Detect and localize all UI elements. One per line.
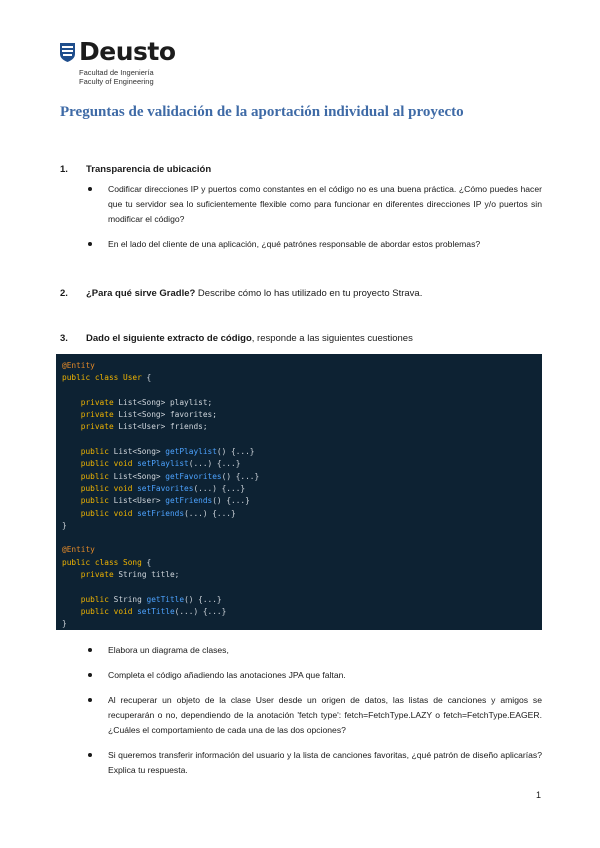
list-item xyxy=(86,182,542,227)
list-item xyxy=(86,748,542,778)
code-line xyxy=(62,421,542,433)
code-token: getTitle xyxy=(146,594,185,604)
section-3-bullets xyxy=(86,643,542,778)
section-title-rest: , responde a las siguientes cuestiones xyxy=(251,333,413,344)
code-token: List<Song> xyxy=(113,447,166,457)
code-line xyxy=(62,606,542,618)
section-number: 2. xyxy=(60,288,68,299)
code-token: (...) {...} xyxy=(174,606,227,616)
code-token: String xyxy=(113,594,147,604)
bullet-text: Codificar direcciones IP y puertos como constantes en el código no es una buena práctica. ¿Cómo puedes hacer que tu servidor sea lo suficientemente flexible como para funcionar en diferentes direcciones IP y/o puertos sin modificar el código? xyxy=(108,184,542,224)
code-line xyxy=(62,508,542,520)
code-token: List<User> friends; xyxy=(118,422,208,432)
code-token: private xyxy=(62,422,119,432)
bullet-icon xyxy=(88,187,92,191)
section-title-rest: Describe cómo lo has utilizado en tu proyecto Strava. xyxy=(195,288,423,299)
code-line xyxy=(62,372,542,384)
code-line xyxy=(62,360,542,372)
code-line xyxy=(62,594,542,606)
code-token: public xyxy=(62,496,114,506)
code-line xyxy=(62,446,542,458)
code-token: (...) {...} xyxy=(193,483,246,493)
code-token: public class xyxy=(62,373,124,383)
code-line xyxy=(62,409,542,421)
section-number: 1. xyxy=(60,164,68,175)
code-token: setFriends xyxy=(137,508,185,518)
code-line xyxy=(62,532,542,544)
list-item xyxy=(86,668,542,683)
code-token: private xyxy=(62,570,119,580)
bullet-text: En el lado del cliente de una aplicación, ¿qué patrónes responsable de abordar estos problemas? xyxy=(108,239,481,249)
section-title-bold: Dado el siguiente extracto de código xyxy=(86,333,252,344)
code-token: String title; xyxy=(118,570,180,580)
bullet-icon xyxy=(88,648,92,652)
code-token: () {...} xyxy=(221,471,260,481)
code-token: User xyxy=(123,373,142,383)
code-token: @Entity xyxy=(62,361,95,370)
code-token: public void xyxy=(62,508,138,518)
code-token: (...) {...} xyxy=(184,508,236,518)
bullet-icon xyxy=(88,673,92,677)
section-title xyxy=(86,333,413,344)
code-line xyxy=(62,458,542,470)
brand-name: Deusto xyxy=(79,37,176,66)
code-line xyxy=(62,618,542,630)
code-token: (...) {...} xyxy=(188,459,241,469)
code-token: private xyxy=(62,397,119,407)
bullet-text: Completa el código añadiendo las anotaciones JPA que faltan. xyxy=(108,670,346,680)
bullet-icon xyxy=(88,242,92,246)
bullet-icon xyxy=(88,753,92,757)
code-token: public xyxy=(62,447,114,457)
page-number: 1 xyxy=(536,790,542,800)
section-title-bold: ¿Para qué sirve Gradle? xyxy=(86,288,196,299)
section-title: Transparencia de ubicación xyxy=(86,164,212,175)
deusto-logo xyxy=(60,37,190,86)
code-token: setPlaylist xyxy=(137,459,189,469)
code-token: private xyxy=(62,410,119,420)
code-token: @Entity xyxy=(62,545,95,555)
bullet-icon xyxy=(88,698,92,702)
code-token: () {...} xyxy=(184,594,222,604)
code-token: public xyxy=(62,594,114,604)
code-token: public class xyxy=(62,557,124,567)
list-item xyxy=(86,643,542,658)
section-title xyxy=(86,288,422,299)
code-line xyxy=(62,581,542,593)
code-line xyxy=(62,397,542,409)
code-snippet xyxy=(56,354,542,630)
code-token: public void xyxy=(62,459,138,469)
bullet-text: Si queremos transferir información del usuario y la lista de canciones favoritas, ¿qué patrón de diseño aplicarías? Explica tu respuesta. xyxy=(108,750,542,775)
code-token: getFriends xyxy=(165,496,213,506)
code-token: public void xyxy=(62,606,138,616)
code-line xyxy=(62,434,542,446)
code-token: { xyxy=(141,557,152,567)
code-line xyxy=(62,520,542,532)
section-1-bullets xyxy=(86,182,542,252)
code-token: { xyxy=(141,373,152,383)
code-token: Song xyxy=(123,557,142,567)
page-title: Preguntas de validación de la aportación individual al proyecto xyxy=(60,104,464,120)
code-token: () {...} xyxy=(212,496,250,506)
code-token: setTitle xyxy=(137,606,175,616)
code-line xyxy=(62,569,542,581)
code-token: List<Song> xyxy=(113,471,166,481)
code-line xyxy=(62,544,542,556)
code-token: List<Song> playlist; xyxy=(118,397,213,407)
code-token: public void xyxy=(62,483,138,493)
code-token: } xyxy=(62,520,67,530)
bullet-text: Al recuperar un objeto de la clase User desde un origen de datos, las listas de canciones y amigos se recuperarán o no, dependiendo de la anotación 'fetch type': fetch=FetchType.LAZY o fetch=FetchType.EAGER. ¿Cuáles el comportamiento de cada una de las dos opciones? xyxy=(108,695,542,735)
code-line xyxy=(62,483,542,495)
code-token: public xyxy=(62,471,114,481)
list-item xyxy=(86,693,542,738)
code-token: } xyxy=(62,619,67,629)
code-token: getPlaylist xyxy=(165,447,217,457)
code-line xyxy=(62,385,542,397)
code-token: List<User> xyxy=(113,496,166,506)
code-token: () {...} xyxy=(216,447,255,457)
code-line xyxy=(62,471,542,483)
code-token: setFavorites xyxy=(137,483,194,493)
code-line xyxy=(62,557,542,569)
faculty-es: Facultad de Ingeniería xyxy=(79,68,154,77)
section-number: 3. xyxy=(60,333,68,344)
bullet-text: Elabora un diagrama de clases, xyxy=(108,645,229,655)
code-line xyxy=(62,495,542,507)
code-token: List<Song> favorites; xyxy=(118,410,217,420)
list-item xyxy=(86,237,542,252)
code-token: getFavorites xyxy=(165,471,222,481)
shield-icon xyxy=(60,43,75,62)
faculty-en: Faculty of Engineering xyxy=(79,77,154,86)
